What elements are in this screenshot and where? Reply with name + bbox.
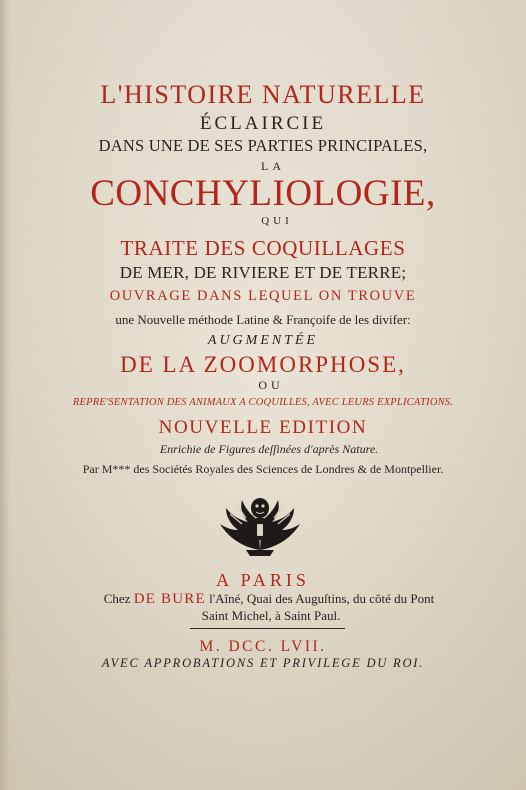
title-line-methode: une Nouvelle méthode Latine & Françoife de les divifer:	[115, 312, 411, 327]
title-line-enrichie: Enrichie de Figures deſſinées d'après Nature.	[159, 442, 379, 456]
title-line-zoomorphose: DE LA ZOOMORPHOSE,	[120, 352, 406, 377]
title-line-eclaircie: ÉCLAIRCIE	[199, 113, 327, 134]
imprint-chez: Chez	[103, 591, 131, 606]
title-line-nouvelle-edition: NOUVELLE EDITION	[158, 417, 368, 438]
title-line-mer-riviere: DE MER, DE RIVIERE ET DE TERRE;	[119, 263, 407, 282]
imprint-rule	[190, 628, 345, 629]
title-line-histoire: L'HISTOIRE NATURELLE	[100, 80, 426, 109]
imprint-publisher-name: DE BURE	[133, 591, 206, 607]
imprint-place: A PARIS	[216, 570, 310, 590]
title-line-qui: QUI	[261, 215, 293, 227]
title-line-author: Par M*** des Sociétés Royales des Sciences de Londres & de Montpellier.	[82, 462, 444, 476]
title-line-ou: OU	[258, 378, 284, 392]
title-line-ouvrage: OUVRAGE DANS LEQUEL ON TROUVE	[109, 288, 417, 304]
title-line-parties: DANS UNE DE SES PARTIES PRINCIPALES,	[98, 136, 428, 155]
title-line-conchyliologie: CONCHYLIOLOGIE,	[90, 173, 436, 214]
printers-vignette-icon	[216, 490, 304, 558]
title-line-coquillages: TRAITE DES COQUILLAGES	[120, 236, 406, 260]
title-line-la: LA	[261, 159, 285, 173]
imprint-address-2: Saint Michel, à Saint Paul.	[201, 608, 341, 623]
title-line-augmentee: AUGMENTÉE	[207, 333, 319, 348]
imprint-year: M. DCC. LVII.	[199, 638, 327, 655]
imprint-privilege: AVEC APPROBATIONS ET PRIVILEGE DU ROI.	[101, 656, 425, 670]
imprint-address-1: l'Aîné, Quai des Auguſtins, du côté du Pont	[209, 591, 435, 606]
imprint-line-publisher	[6, 591, 526, 608]
title-line-representation: REPRE'SENTATION DES ANIMAUX A COQUILLES, AVEC LEURS EXPLICATIONS.	[72, 397, 454, 408]
